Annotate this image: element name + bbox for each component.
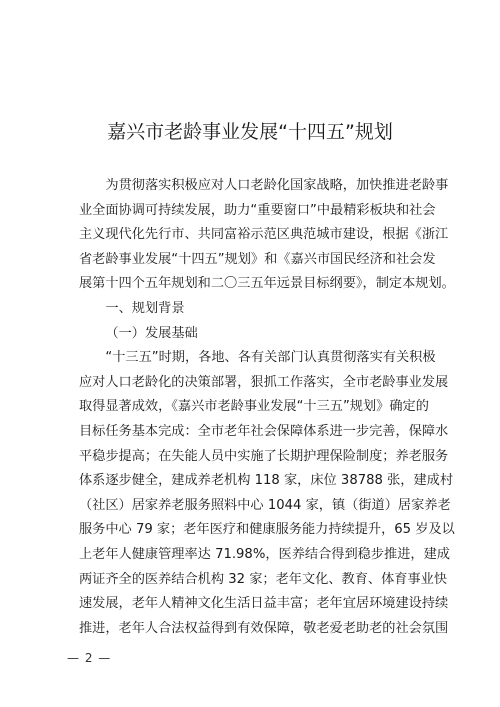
text-line: “十三五”时期，各地、各有关部门认真贯彻落实有关积极: [105, 350, 436, 366]
text-line: 推进，老年人合法权益得到有效保障，敬老爱老助老的社会氛围: [79, 620, 449, 636]
text-line: 省老龄事业发展“十四五”规划》和《嘉兴市国民经济和社会发: [79, 251, 436, 267]
text-line: 两证齐全的医养结合机构 32 家；老年文化、教育、体育事业快: [79, 571, 448, 587]
text-line: 上老年人健康管理率达 71.98%，医养结合得到稳步推进，建成: [79, 546, 450, 562]
text-line: 体系逐步健全，建成养老机构 118 家，床位 38788 张，建成村: [79, 473, 454, 489]
text-line: 展第十四个五年规划和二〇三五年远景目标纲要》，制定本规划。: [79, 276, 455, 292]
section-heading: 一、规划背景: [105, 300, 185, 316]
subsection-heading: （一）发展基础: [105, 325, 198, 341]
text-line: 应对人口老龄化的决策部署，狠抓工作落实，全市老龄事业发展: [79, 374, 449, 390]
text-line: （社区）居家养老服务照料中心 1044 家，镇（街道）居家养老: [79, 497, 451, 513]
text-line: 目标任务基本完成：全市老年社会保障体系进一步完善，保障水: [79, 423, 449, 439]
document-title: 嘉兴市老龄事业发展“十四五”规划: [107, 121, 393, 143]
basis-paragraph: [79, 346, 455, 641]
text-line: 服务中心 79 家；老年医疗和健康服务能力持续提升，65 岁及以: [79, 522, 455, 538]
text-line: 业全面协调可持续发展，助力“重要窗口”中最精彩板块和社会: [79, 202, 436, 218]
page-number: — 2 —: [67, 651, 112, 665]
intro-paragraph: [79, 174, 455, 297]
text-line: 主义现代化先行市、共同富裕示范区典范城市建设，根据《浙江: [79, 227, 449, 243]
text-line: 平稳步提高；在失能人员中实施了长期护理保险制度；养老服务: [79, 448, 449, 464]
text-line: 速发展，老年人精神文化生活日益丰富；老年宜居环境建设持续: [79, 596, 449, 612]
text-line: 为贯彻落实积极应对人口老龄化国家战略，加快推进老龄事: [105, 178, 449, 193]
document-body: [79, 174, 455, 641]
text-line: 取得显著成效，《嘉兴市老龄事业发展“十三五”规划》确定的: [79, 399, 429, 415]
